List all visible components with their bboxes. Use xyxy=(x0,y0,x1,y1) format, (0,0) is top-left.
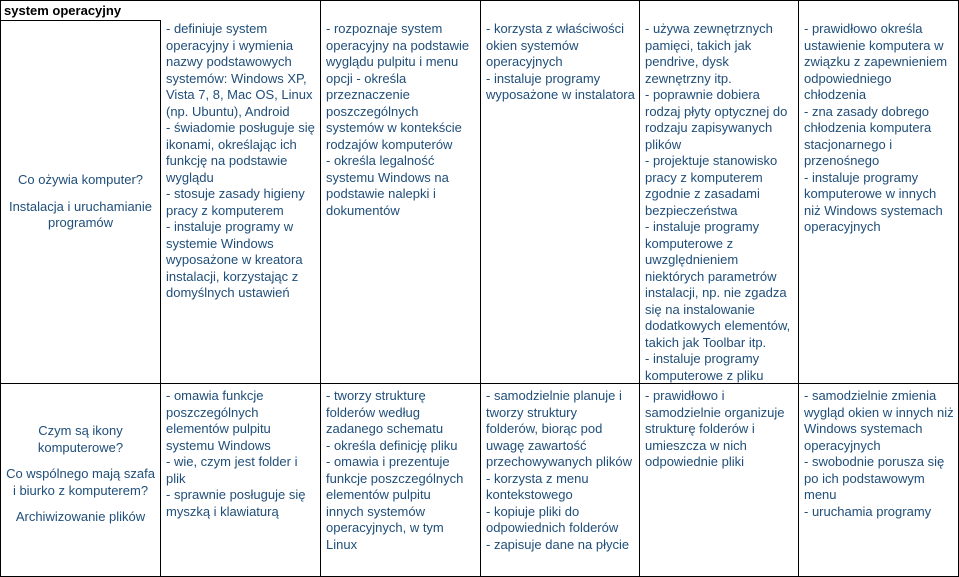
topic-cell xyxy=(1,423,160,526)
table-border xyxy=(0,383,959,384)
requirement-line: - tworzy strukturę xyxy=(326,388,426,403)
requirement-line: poszczególnych xyxy=(166,404,259,420)
requirement-line: systemów: Windows XP, xyxy=(166,70,307,86)
requirement-cell xyxy=(166,388,305,520)
requirement-cell xyxy=(326,21,469,219)
requirement-line: - wie, czym jest folder i xyxy=(166,454,298,469)
requirement-line: - prawidłowo określa xyxy=(804,21,923,36)
requirement-line: - poprawnie dobiera xyxy=(645,87,760,102)
requirement-line: zewnętrzny itp. xyxy=(645,70,732,86)
requirement-line: folderów, biorąc pod xyxy=(486,421,603,436)
requirement-line: wyglądu xyxy=(166,169,214,185)
requirement-line: - omawia funkcje xyxy=(166,388,264,403)
requirement-line: - instaluje programy xyxy=(645,219,760,234)
requirement-line: - sprawnie posługuje się xyxy=(166,487,306,502)
topic-line: komputerowe? xyxy=(37,439,124,455)
requirement-line: kontekstowego xyxy=(486,487,573,502)
requirement-line: (np. Ubuntu), Android xyxy=(166,103,290,119)
requirement-line: zadanego schematu xyxy=(326,421,444,436)
requirement-line: zgodnie z zasadami xyxy=(645,186,760,201)
requirement-line: niektórych parametrów xyxy=(645,268,777,284)
requirement-line: myszką i klawiaturą xyxy=(166,503,279,519)
requirement-line: komputerowe z pliku xyxy=(645,367,764,383)
topic-line: Archiwizowanie plików xyxy=(15,509,146,524)
requirement-line: innych systemów xyxy=(326,503,425,519)
requirement-line: uwagę zawartość xyxy=(486,437,587,453)
requirement-line: samodzielnie organizuje xyxy=(645,404,785,420)
requirement-line: niż Windows systemach xyxy=(804,202,943,218)
topic-line: Czym są ikony xyxy=(38,423,123,438)
requirement-line: nazwy podstawowych xyxy=(166,54,292,69)
requirement-line: chłodzenia komputera xyxy=(804,120,932,135)
requirement-line: podstawie nalepki i xyxy=(326,186,436,201)
requirement-cell xyxy=(804,21,947,236)
requirement-line: - instaluje programy w xyxy=(166,219,294,234)
requirement-line: przeznaczenie xyxy=(326,87,410,102)
requirement-line: funkcję na podstawie xyxy=(166,153,288,168)
requirement-line: - instaluje programy xyxy=(645,351,760,366)
requirement-line: umieszcza w nich xyxy=(645,437,747,453)
requirement-line: odpowiedniego xyxy=(804,70,892,86)
requirement-line: - kopiuje pliki do xyxy=(486,503,580,519)
requirement-line: się na instalowanie xyxy=(645,301,755,317)
requirement-line: - używa zewnętrznych xyxy=(645,21,773,36)
requirement-line: pamięci, takich jak xyxy=(645,37,752,53)
requirement-line: po ich podstawowym xyxy=(804,470,925,486)
requirement-line: pendrive, dysk xyxy=(645,54,729,69)
requirement-line: - stosuje zasady higieny xyxy=(166,186,305,201)
requirement-line: elementów pulpitu xyxy=(166,421,271,436)
requirement-line: opcji - określa xyxy=(326,70,407,86)
requirement-line: operacyjnych xyxy=(486,54,563,69)
requirement-line: - definiuje system xyxy=(166,21,268,36)
requirement-line: odpowiednich folderów xyxy=(486,520,619,535)
requirement-line: operacyjnych, w tym xyxy=(326,520,444,535)
requirement-line: systemów w kontekście xyxy=(326,120,462,135)
table-border xyxy=(0,0,959,1)
requirement-line: - swobodnie porusza się xyxy=(804,454,945,469)
requirement-line: dodatkowych elementów, xyxy=(645,318,791,333)
requirement-line: okien systemów xyxy=(486,37,579,53)
requirement-line: - uruchamia programy xyxy=(804,503,932,519)
requirement-line: systemu Windows xyxy=(166,437,271,453)
requirement-line: wyposażone w instalatora xyxy=(486,87,635,102)
requirement-line: strukturę folderów i xyxy=(645,421,755,436)
page-title: system operacyjny xyxy=(4,3,122,18)
table-border xyxy=(320,0,321,577)
table-border xyxy=(798,0,799,577)
requirement-line: - instaluje programy xyxy=(486,70,601,86)
requirement-line: bezpieczeństwa xyxy=(645,202,738,218)
requirement-line: - instaluje programy xyxy=(804,169,919,185)
requirement-line: instalacji, np. nie zgadza xyxy=(645,285,787,300)
requirement-line: wyglądu pulpitu i menu xyxy=(326,54,459,69)
requirement-line: rodzajów komputerów xyxy=(326,136,453,152)
requirement-line: stacjonarnego i xyxy=(804,136,893,152)
requirement-cell xyxy=(486,21,635,104)
requirement-cell xyxy=(804,388,954,520)
requirement-line: ikonami, określając ich xyxy=(166,136,297,152)
requirement-line: chłodzenia xyxy=(804,87,867,102)
topic-line: Co ożywia komputer? xyxy=(18,172,143,187)
requirement-line: Vista 7, 8, Mac OS, Linux xyxy=(166,87,313,102)
requirement-line: komputerowe z xyxy=(645,235,734,251)
requirement-cell xyxy=(166,21,315,302)
topic-line: i biurko z komputerem? xyxy=(12,482,149,498)
requirement-line: uwzględnieniem xyxy=(645,252,739,267)
table-border xyxy=(160,20,161,577)
requirement-line: rodzaju zapisywanych xyxy=(645,120,773,135)
requirement-line: - świadomie posługuje się xyxy=(166,120,315,135)
requirement-line: rodzaj płyty optycznej do xyxy=(645,103,788,119)
requirement-cell xyxy=(645,21,790,384)
requirement-line: - określa legalność xyxy=(326,153,435,168)
requirement-line: - zapisuje dane na płycie xyxy=(486,536,630,552)
requirement-line: domyślnych ustawień xyxy=(166,285,290,300)
requirement-line: operacyjnych xyxy=(804,437,881,453)
requirement-line: systemu Windows na xyxy=(326,169,449,185)
topic-line: Co wspólnego mają szafa xyxy=(6,466,155,481)
requirement-cell xyxy=(486,388,632,553)
requirement-line: - omawia i prezentuje xyxy=(326,454,450,469)
requirement-line: - korzysta z menu xyxy=(486,470,589,486)
requirement-line: - korzysta z właściwości xyxy=(486,21,624,36)
requirement-line: folderów według xyxy=(326,404,420,420)
requirement-line: pracy z komputerem xyxy=(645,169,763,185)
requirement-line: - samodzielnie zmienia xyxy=(804,388,937,403)
requirement-line: wyposażone w kreatora xyxy=(166,252,303,267)
requirement-line: pracy z komputerem xyxy=(166,202,284,218)
requirement-line: komputerowe w innych xyxy=(804,186,937,201)
requirement-line: systemie Windows xyxy=(166,235,274,251)
table-border xyxy=(639,0,640,577)
requirement-cell xyxy=(326,388,463,553)
requirement-line: - samodzielnie planuje i xyxy=(486,388,622,403)
requirement-line: plik xyxy=(166,470,186,486)
table-border xyxy=(0,20,161,21)
requirement-line: - projektuje stanowisko xyxy=(645,153,778,168)
requirement-line: przechowywanych plików xyxy=(486,454,632,469)
requirement-line: tworzy struktury xyxy=(486,404,578,420)
requirement-line: Linux xyxy=(326,536,358,552)
requirement-line: ustawienie komputera w xyxy=(804,37,944,53)
requirement-line: plików xyxy=(645,136,682,152)
requirement-line: wygląd okien w innych niż xyxy=(804,404,954,420)
topic-line: programów xyxy=(47,215,114,230)
topic-line: Instalacja i uruchamianie xyxy=(8,198,153,214)
requirement-line: takich jak Toolbar itp. xyxy=(645,334,767,350)
requirement-line: - zna zasady dobrego xyxy=(804,103,930,119)
requirement-line: operacyjnych xyxy=(804,219,881,234)
topic-cell xyxy=(1,172,160,232)
requirement-line: dokumentów xyxy=(326,202,400,218)
requirement-line: menu xyxy=(804,487,837,502)
requirement-line: funkcje poszczególnych xyxy=(326,470,464,486)
requirement-line: Windows systemach xyxy=(804,421,923,436)
requirement-line: operacyjny i wymienia xyxy=(166,37,294,53)
requirement-line: operacyjny na podstawie xyxy=(326,37,470,53)
requirement-line: - określa definicję pliku xyxy=(326,437,458,453)
requirement-line: elementów pulpitu xyxy=(326,487,431,502)
requirement-line: - prawidłowo i xyxy=(645,388,725,403)
requirement-line: poszczególnych xyxy=(326,103,419,119)
requirement-line: odpowiednie pliki xyxy=(645,454,745,469)
requirement-line: przenośnego xyxy=(804,153,880,168)
requirement-line: związku z zapewnieniem xyxy=(804,54,948,69)
requirement-line: instalacji, korzystając z xyxy=(166,268,299,284)
requirement-line: - rozpoznaje system xyxy=(326,21,443,36)
table-border xyxy=(480,0,481,577)
requirement-cell xyxy=(645,388,784,471)
